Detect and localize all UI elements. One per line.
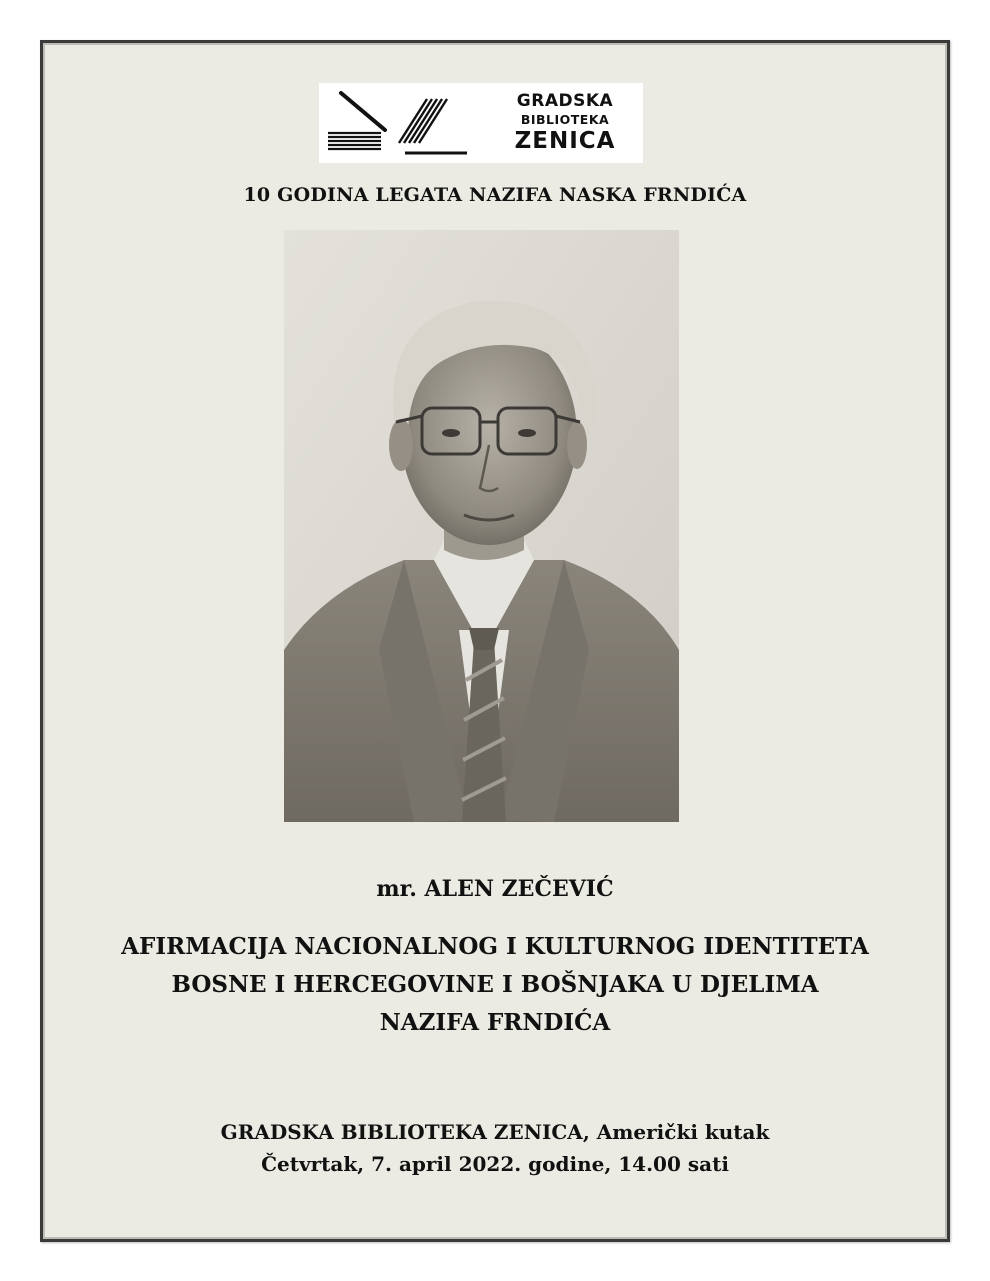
library-logo (319, 83, 643, 163)
event-headline: 10 GODINA LEGATA NAZIFA NASKA FRNDIĆA (243, 184, 747, 206)
speaker-name: mr. ALEN ZEČEVIĆ (376, 876, 614, 902)
logo-line-zenica: ZENICA (514, 127, 616, 154)
venue-datetime: Četvrtak, 7. april 2022. godine, 14.00 sati (261, 1152, 729, 1176)
event-venue (0, 1116, 990, 1180)
logo-wordmark (495, 93, 635, 153)
logo-line-gradska: GRADSKA (516, 91, 614, 111)
lecture-title-line-1: AFIRMACIJA NACIONALNOG I KULTURNOG IDENTITETA (121, 933, 869, 960)
portrait-photo (284, 230, 679, 822)
lecture-title-line-3: NAZIFA FRNDIĆA (379, 1009, 611, 1036)
lecture-title-line-2: BOSNE I HERCEGOVINE I BOŠNJAKA U DJELIMA (171, 971, 819, 998)
lecture-title (0, 928, 990, 1042)
venue-place: GRADSKA BIBLIOTEKA ZENICA, Američki kutak (220, 1120, 770, 1144)
portrait-photo-icon (284, 230, 679, 822)
logo-line-biblioteka: BIBLIOTEKA (520, 112, 610, 127)
